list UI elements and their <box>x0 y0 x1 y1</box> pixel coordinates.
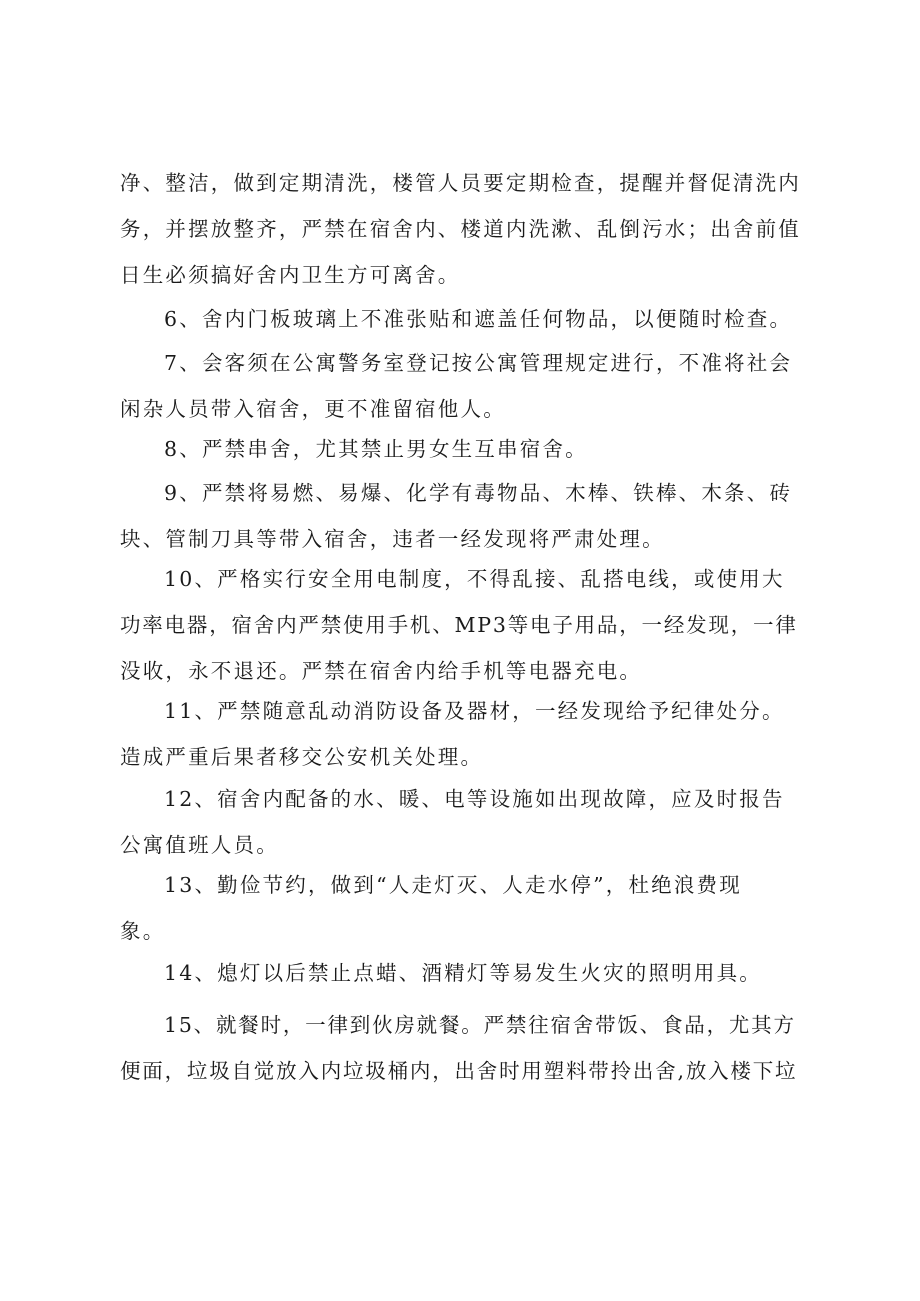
text-line: 12、宿舍内配备的水、暖、电等设施如出现故障，应及时报告 <box>164 787 785 811</box>
text-line: 象。 <box>120 919 166 943</box>
text-line: 公寓值班人员。 <box>120 833 279 857</box>
text-line: 务，并摆放整齐，严禁在宿舍内、楼道内洗漱、乱倒污水；出舍前值 <box>120 217 801 241</box>
text-line: 11、严禁随意乱动消防设备及器材，一经发现给予纪律处分。 <box>164 699 785 723</box>
text-line: 13、勤俭节约，做到“人走灯灭、人走水停”，杜绝浪费现 <box>164 873 742 897</box>
paragraph-5-continued <box>120 160 800 298</box>
text-line: 便面，垃圾自觉放入内垃圾桶内，出舍时用塑料带拎出舍,放入楼下垃 <box>120 1059 798 1083</box>
text-line: 7、会客须在公寓警务室登记按公寓管理规定进行，不准将社会 <box>164 351 793 375</box>
paragraph-7 <box>120 340 800 432</box>
text-line: 造成严重后果者移交公安机关处理。 <box>120 745 484 769</box>
text-line: 9、严禁将易燃、易爆、化学有毒物品、木棒、铁棒、木条、砖 <box>164 481 793 505</box>
text-line: 块、管制刀具等带入宿舍，违者一经发现将严肃处理。 <box>120 527 665 551</box>
text-line: 6、舍内门板玻璃上不准张贴和遮盖任何物品，以便随时检查。 <box>164 307 793 331</box>
paragraph-8 <box>120 426 800 472</box>
paragraph-12 <box>120 776 800 868</box>
paragraph-11 <box>120 688 800 780</box>
paragraph-15 <box>120 1002 800 1094</box>
text-line: 闲杂人员带入宿舍，更不准留宿他人。 <box>120 397 506 421</box>
text-line: 10、严格实行安全用电制度，不得乱接、乱搭电线，或使用大 <box>164 567 785 591</box>
text-line: 日生必须搞好舍内卫生方可离舍。 <box>120 263 461 287</box>
text-line: 8、严禁串舍，尤其禁止男女生互串宿舍。 <box>164 437 588 461</box>
text-line: 没收，永不退还。严禁在宿舍内给手机等电器充电。 <box>120 659 643 683</box>
paragraph-10 <box>120 556 800 694</box>
paragraph-6 <box>120 296 800 342</box>
text-line: 14、熄灯以后禁止点蜡、酒精灯等易发生火灾的照明用具。 <box>164 961 762 985</box>
paragraph-9 <box>120 470 800 562</box>
paragraph-13 <box>120 862 800 954</box>
paragraph-14 <box>120 950 800 996</box>
text-line: 15、就餐时，一律到伙房就餐。严禁往宿舍带饭、食品，尤其方 <box>164 1013 796 1037</box>
text-line: 功率电器，宿舍内严禁使用手机、MP3等电子用品，一经发现，一律 <box>120 613 798 637</box>
text-line: 净、整洁，做到定期清洗，楼管人员要定期检查，提醒并督促清洗内 <box>120 171 801 195</box>
